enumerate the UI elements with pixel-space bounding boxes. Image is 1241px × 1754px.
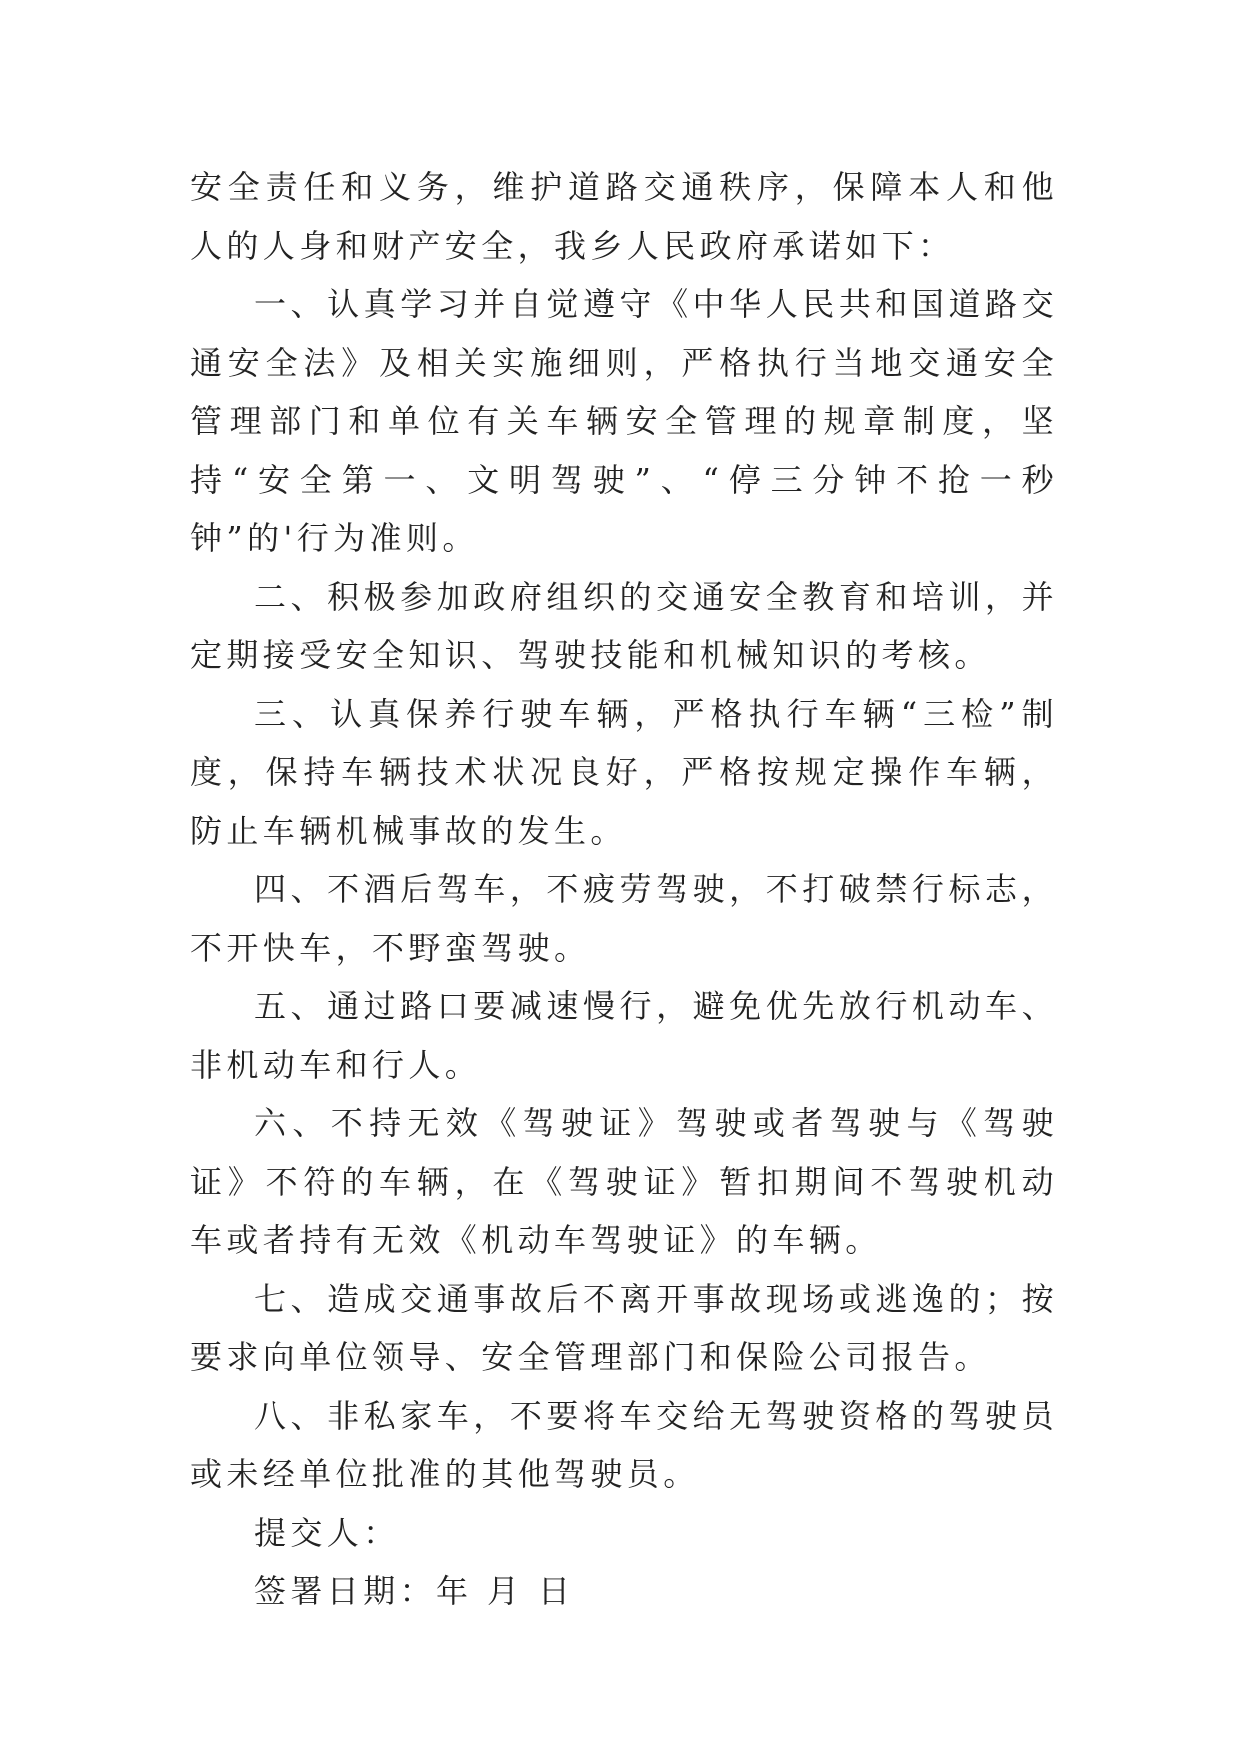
document-body: [190, 158, 1058, 1621]
submitter-line: 提交人：: [254, 1513, 400, 1552]
paragraph-item-3: 三、认真保养行驶车辆，严格执行车辆“三检”制度，保持车辆技术状况良好，严格按规定操作车辆，防止车辆机械事故的发生。: [190, 694, 1058, 850]
paragraph-item-6: 六、不持无效《驾驶证》驾驶或者驾驶与《驾驶证》不符的车辆，在《驾驶证》暂扣期间不驾驶机动车或者持有无效《机动车驾驶证》的车辆。: [190, 1104, 1058, 1259]
paragraph-item-1: 一、认真学习并自觉遵守《中华人民共和国道路交通安全法》及相关实施细则，严格执行当地交通安全管理部门和单位有关车辆安全管理的规章制度，坚持“安全第一、文明驾驶”、“停三分钟不抢一秒钟”的'行为准则。: [190, 285, 1058, 557]
paragraph-item-5: 五、通过路口要减速慢行，避免优先放行机动车、非机动车和行人。: [190, 987, 1058, 1084]
paragraph-item-4: 四、不酒后驾车，不疲劳驾驶，不打破禁行标志，不开快车，不野蛮驾驶。: [190, 870, 1058, 967]
signature-date-line: 签署日期：年 月 日: [254, 1572, 575, 1610]
paragraph-item-7: 七、造成交通事故后不离开事故现场或逃逸的；按要求向单位领导、安全管理部门和保险公司报告。: [190, 1279, 1058, 1376]
paragraph-item-8: 八、非私家车，不要将车交给无驾驶资格的驾驶员或未经单位批准的其他驾驶员。: [190, 1396, 1058, 1493]
paragraph-item-2: 二、积极参加政府组织的交通安全教育和培训，并定期接受安全知识、驾驶技能和机械知识的考核。: [190, 577, 1058, 674]
paragraph-intro: 安全责任和义务，维护道路交通秩序，保障本人和他人的人身和财产安全，我乡人民政府承诺如下：: [190, 168, 1058, 265]
